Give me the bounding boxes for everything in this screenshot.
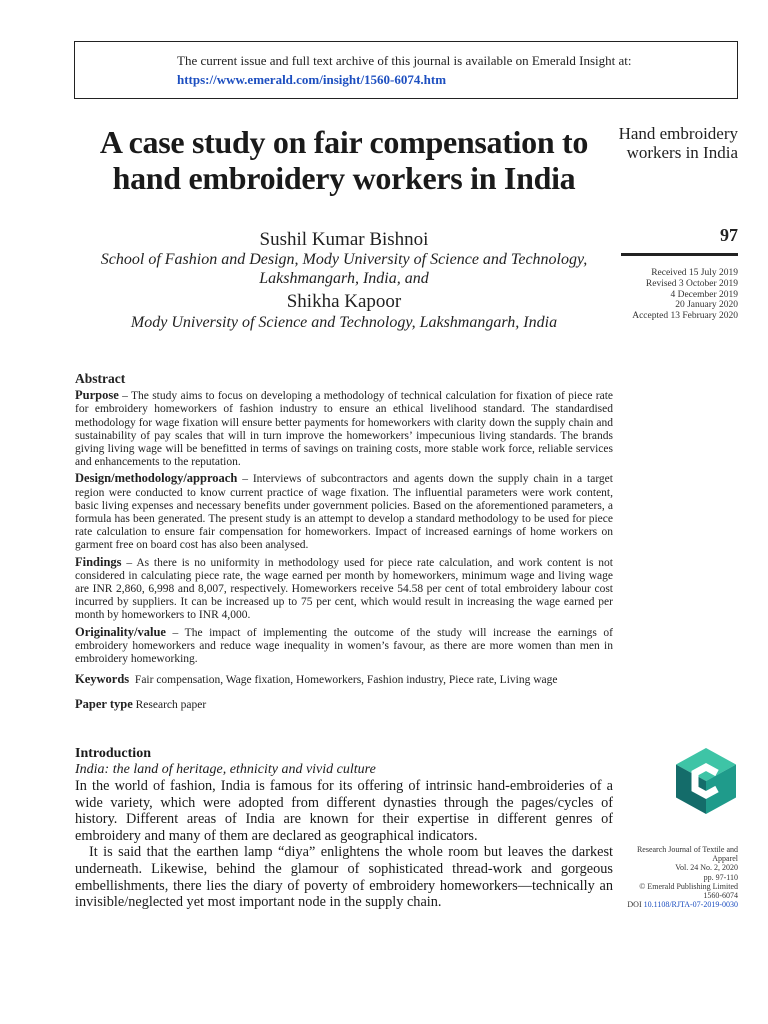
keywords-label: Keywords [75, 672, 130, 687]
keywords [75, 673, 613, 687]
archive-url-link[interactable]: https://www.emerald.com/insight/1560-6074.htm [177, 72, 447, 87]
purpose-label: Purpose [75, 388, 119, 403]
journal-info [612, 845, 738, 909]
findings-label: Findings [75, 554, 122, 569]
introduction-paragraph-2: It is said that the earthen lamp “diya” enlightens the whole room but leaves the darkest underneath. Likewise, behind the glamour of sophisticated thread-work and gorgeous embellishments, there lies the diary of poverty of embroidery homeworkers—technically an invisible/neglected yet most important node in the supply chain. [75, 844, 613, 911]
archive-notice-text: The current issue and full text archive of this journal is available on Emerald Insight at: [177, 53, 632, 68]
crossref-logo-icon [676, 748, 736, 814]
article-title: A case study on fair compensation to hand embroidery workers in India [99, 124, 589, 196]
abstract-purpose: Purpose – The study aims to focus on developing a methodology of technical calculation for fixation of piece rate for embroidery homeworkers of fashion industry to ensure an ethical livelihood standard. The standardised methodology for wage fixation will ensure better payments for homeworkers with clarity down the supply chain and sustainability of pay scales that will in turn improve the homeworkers’ impecunious living standards. The brands giving living wage will be benefitted in terms of savings on training costs, more stable work force, reliable services and enhancements to the reputation. [75, 388, 614, 469]
abstract-originality: Originality/value – The impact of implementing the outcome of the study will increase the earnings of embroidery homeworkers and reduce wage inequality in women’s favour, as there are more women than men in embroidery homeworking. [75, 624, 613, 666]
article-history [606, 268, 738, 322]
history-received: Received 15 July 2019 [651, 268, 738, 278]
design-label: Design/methodology/approach [75, 471, 238, 486]
keywords-text: Fair compensation, Wage fixation, Homeworkers, Fashion industry, Piece rate, Living wage [134, 674, 558, 687]
abstract [75, 372, 613, 716]
design-text: Interviews of subcontractors and agents down the supply chain in a target region were conducted to know current practice of wage fixation. The influential parameters were work content, basic living expenses and necessary benefits under government policies. Based on the aforementioned parameters, a formula has been generated. The present study is an attempt to develop a standard methodology to be used for piece rate calculation to ensure fair compensation for homeworkers. Impact of increased earnings of home workers on garment free on board cost has also been analysed. [75, 473, 613, 552]
introduction-subheading: India: the land of heritage, ethnicity and vivid culture [75, 762, 376, 777]
paper-type-label: Paper type [75, 697, 133, 712]
introduction [75, 745, 613, 911]
journal-copyright: © Emerald Publishing Limited [639, 881, 738, 891]
abstract-findings: Findings – As there is no uniformity in methodology used for piece rate calculation, and work content is not considered in calculating piece rate, the wage earned per month by homeworkers, minimum wage and living wage are INR 2,860, 6,998 and 8,007, respectively. Homeworkers receive 54.58 per cent of total embroidery labour cost incurred by suppliers. It can be increased up to 75 per cent, which would result in increasing the wage earned per month by homeworkers to INR 4,000. [75, 554, 613, 622]
history-revised-3: 20 January 2020 [675, 300, 738, 311]
paper-type-text: Research paper [135, 699, 207, 712]
archive-notice [74, 41, 738, 99]
journal-doi [612, 900, 738, 909]
paper-type [75, 698, 613, 712]
author-name-2: Shikha Kapoor [286, 291, 402, 312]
abstract-heading: Abstract [75, 371, 126, 386]
history-revised-2: 4 December 2019 [670, 289, 738, 300]
doi-label: DOI [627, 900, 642, 910]
findings-text: As there is no uniformity in methodology used for piece rate calculation, and work content is not considered in calculating piece rate, the wage earned per month by homeworkers, minimum wage and living wage are INR 2,860, 6,998 and 8,007, respectively. Homeworkers receive 54.58 per cent of total embroidery labour cost incurred by suppliers. It can be increased up to 75 per cent, which would result in increasing the wage earned per month by homeworkers to INR 4,000. [75, 556, 613, 622]
history-revised: Revised 3 October 2019 [645, 278, 738, 289]
journal-name: Research Journal of Textile and Apparel [636, 845, 738, 864]
history-accepted: Accepted 13 February 2020 [632, 311, 738, 322]
abstract-design: Design/methodology/approach – Interviews of subcontractors and agents down the supply chain in a target region were conducted to know current practice of wage fixation. The influential parameters were work content, basic living expenses and necessary benefits under government policies. Based on the aforementioned parameters, a formula has been generated. The present study is an attempt to develop a standard methodology to be used for piece rate calculation to ensure fair compensation for homeworkers. Impact of increased earnings of home workers on garment free on board cost has also been analysed. [75, 471, 613, 552]
page-number-rule [621, 253, 738, 256]
author-name-1: Sushil Kumar Bishnoi [259, 229, 429, 250]
originality-text: The impact of implementing the outcome of the study will increase the earnings of embroidery homeworkers and reduce wage inequality in women’s favour, as there are more women than men in embroidery homeworking. [75, 626, 613, 666]
journal-volume: Vol. 24 No. 2, 2020 [675, 863, 738, 873]
page-number: 97 [720, 225, 738, 245]
introduction-heading: Introduction [75, 746, 151, 761]
journal-pages: pp. 97-110 [703, 872, 738, 882]
running-head: Hand embroidery workers in India [618, 124, 738, 162]
journal-issn: 1560-6074 [703, 891, 738, 901]
author-affiliation-1: School of Fashion and Design, Mody University of Science and Technology, Lakshmangarh, India, and [100, 251, 588, 287]
introduction-paragraph-1: In the world of fashion, India is famous for its offering of intrinsic hand-embroideries of a wide variety, which were adopted from different dynasties through the pages/cycles of history. Different areas of India are known for their expertise in different genres of embroidery and many of them are declared as geographical indicators. [75, 778, 613, 844]
doi-link[interactable]: 10.1108/RJTA-07-2019-0030 [643, 900, 738, 910]
purpose-text: The study aims to focus on developing a methodology of technical calculation for fixation of piece rate for embroidery homeworkers of fashion industry to ensure an ethical livelihood standard. The standardised methodology for wage fixation will ensure better payments for homeworkers with clarity down the supply chain and sustainability of pay scales that will in turn improve the homeworkers’ impecunious living standards. The brands giving living wage will be benefitted in terms of savings on training costs, more stable work force, reliable services and enhancements to the reputation. [75, 390, 614, 469]
originality-label: Originality/value [75, 624, 166, 639]
author-affiliation-2: Mody University of Science and Technology, Lakshmangarh, India [130, 314, 558, 331]
